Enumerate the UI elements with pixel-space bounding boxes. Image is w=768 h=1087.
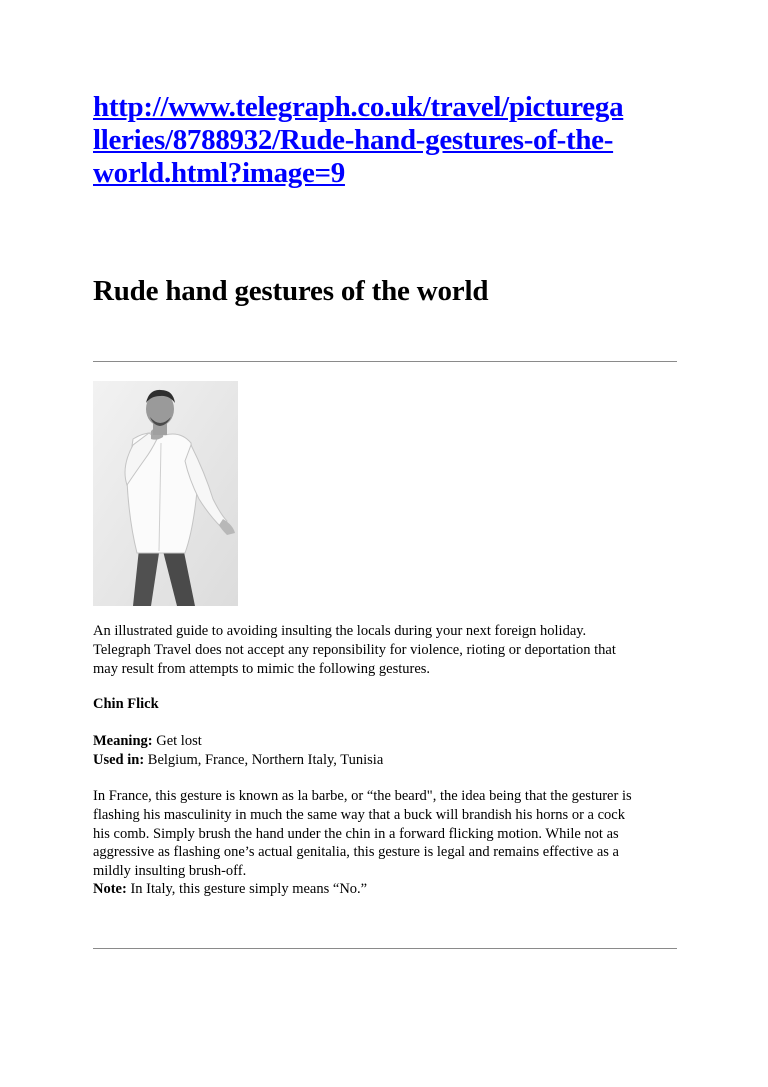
source-url-link[interactable] bbox=[93, 91, 693, 190]
intro-paragraph bbox=[93, 622, 693, 678]
intro-line: may result from attempts to mimic the following gestures. bbox=[93, 660, 431, 677]
intro-line: Telegraph Travel does not accept any reponsibility for violence, rioting or deportation that bbox=[93, 641, 616, 658]
meaning-line bbox=[93, 732, 693, 751]
intro-line: An illustrated guide to avoiding insulting the locals during your next foreign holiday. bbox=[93, 623, 587, 639]
bottom-divider bbox=[93, 948, 677, 949]
meaning-label: Meaning: bbox=[93, 733, 153, 749]
gesture-name: Chin Flick bbox=[93, 696, 159, 712]
meaning-block bbox=[93, 732, 693, 770]
source-url-line-3: world.html?image=9 bbox=[93, 157, 345, 189]
used-in-value: Belgium, France, Northern Italy, Tunisia bbox=[147, 751, 384, 768]
top-divider bbox=[93, 361, 677, 362]
note-line bbox=[93, 880, 693, 899]
description-line: flashing his masculinity in much the same way that a buck will brandish his horns or a cock bbox=[93, 806, 625, 823]
meaning-value: Get lost bbox=[156, 733, 202, 749]
gesture-description bbox=[93, 787, 693, 881]
description-line: mildly insulting brush-off. bbox=[93, 863, 247, 880]
used-in-label: Used in: bbox=[93, 751, 145, 768]
note-label: Note: bbox=[93, 881, 127, 897]
note-value: In Italy, this gesture simply means “No.” bbox=[130, 881, 368, 897]
description-line: In France, this gesture is known as la barbe, or “the beard", the idea being that the gesturer is bbox=[93, 788, 632, 804]
description-line: aggressive as flashing one’s actual genitalia, this gesture is legal and remains effective as a bbox=[93, 844, 619, 861]
source-url-line-1: http://www.telegraph.co.uk/travel/picturega bbox=[93, 91, 624, 123]
page-title: Rude hand gestures of the world bbox=[93, 275, 489, 307]
description-line: his comb. Simply brush the hand under the chin in a forward flicking motion. While not as bbox=[93, 825, 619, 842]
used-in-line bbox=[93, 751, 693, 770]
source-url-line-2: lleries/8788932/Rude-hand-gestures-of-the- bbox=[93, 124, 614, 156]
gesture-photo bbox=[93, 381, 238, 606]
